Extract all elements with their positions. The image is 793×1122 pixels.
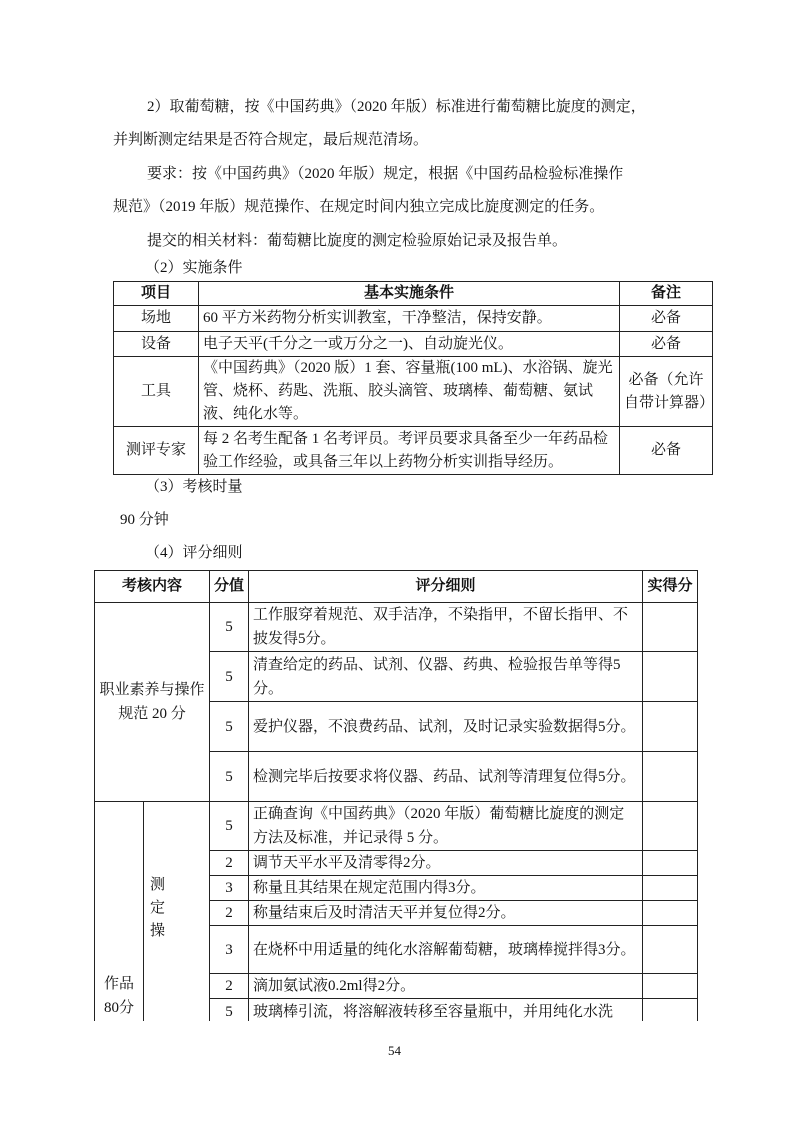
item-cell: 场地 bbox=[114, 306, 199, 332]
detail-cell: 检测完毕后按要求将仪器、药品、试剂等清理复位得5分。 bbox=[249, 752, 643, 802]
note-cell: 必备（允许自带计算器） bbox=[620, 357, 713, 427]
score-cell: 5 bbox=[210, 603, 249, 652]
table-row bbox=[95, 603, 698, 652]
item-cell: 测评专家 bbox=[114, 427, 199, 475]
detail-cell: 清查给定的药品、试剂、仪器、药典、检验报告单等得5分。 bbox=[249, 652, 643, 702]
detail-cell: 称量且其结果在规定范围内得3分。 bbox=[249, 876, 643, 901]
detail-cell: 正确查询《中国药典》（2020 年版）葡萄糖比旋度的测定方法及标准，并记录得 5 分。 bbox=[249, 802, 643, 851]
score-cell: 5 bbox=[210, 652, 249, 702]
header-cell: 评分细则 bbox=[249, 571, 643, 603]
score-cell: 2 bbox=[210, 851, 249, 876]
duration-text: 90 分钟 bbox=[120, 512, 169, 528]
condition-cell: 《中国药典》（2020 版）1 套、容量瓶(100 mL)、水浴锅、旋光管、烧杯、药匙、洗瓶、胶头滴管、玻璃棒、葡萄糖、氨试液、纯化水等。 bbox=[199, 357, 620, 427]
paragraph-line: 2）取葡萄糖，按《中国药典》（2020 年版）标准进行葡萄糖比旋度的测定， bbox=[147, 99, 646, 115]
group-cell: 作品 80分 bbox=[95, 802, 144, 1022]
header-cell: 分值 bbox=[210, 571, 249, 603]
header-cell: 实得分 bbox=[643, 571, 698, 603]
item-cell: 设备 bbox=[114, 332, 199, 357]
section-heading: （2）实施条件 bbox=[145, 260, 243, 276]
score-cell: 2 bbox=[210, 974, 249, 999]
group-cell: 职业素养与操作规范 20 分 bbox=[95, 603, 210, 802]
header-cell: 项目 bbox=[114, 282, 199, 306]
section-heading: （4）评分细则 bbox=[145, 545, 243, 561]
subgroup-cell: 测定操 bbox=[144, 802, 210, 1022]
earned-cell bbox=[643, 901, 698, 926]
detail-cell: 调节天平水平及清零得2分。 bbox=[249, 851, 643, 876]
condition-cell: 电子天平(千分之一或万分之一)、自动旋光仪。 bbox=[199, 332, 620, 357]
paragraph-line: 规范》（2019 年版）规范操作、在规定时间内独立完成比旋度测定的任务。 bbox=[113, 199, 605, 215]
earned-cell bbox=[643, 999, 698, 1022]
earned-cell bbox=[643, 851, 698, 876]
earned-cell bbox=[643, 603, 698, 652]
table-header-row bbox=[95, 571, 698, 603]
page-number: 54 bbox=[388, 1043, 401, 1058]
header-cell: 备注 bbox=[620, 282, 713, 306]
earned-cell bbox=[643, 702, 698, 752]
score-cell: 5 bbox=[210, 999, 249, 1022]
note-cell: 必备 bbox=[620, 306, 713, 332]
earned-cell bbox=[643, 974, 698, 999]
header-cell: 基本实施条件 bbox=[199, 282, 620, 306]
paragraph-line: 要求：按《中国药典》（2020 年版）规定，根据《中国药品检验标准操作 bbox=[147, 166, 624, 182]
note-cell: 必备 bbox=[620, 427, 713, 475]
score-cell: 3 bbox=[210, 876, 249, 901]
earned-cell bbox=[643, 926, 698, 974]
detail-cell: 爱护仪器，不浪费药品、试剂，及时记录实验数据得5分。 bbox=[249, 702, 643, 752]
table-row bbox=[95, 802, 698, 851]
earned-cell bbox=[643, 652, 698, 702]
item-cell: 工具 bbox=[114, 357, 199, 427]
detail-cell: 玻璃棒引流，将溶解液转移至容量瓶中，并用纯化水洗 bbox=[249, 999, 643, 1022]
scoring-table bbox=[94, 570, 698, 1021]
detail-cell: 滴加氨试液0.2ml得2分。 bbox=[249, 974, 643, 999]
earned-cell bbox=[643, 876, 698, 901]
score-cell: 5 bbox=[210, 752, 249, 802]
detail-cell: 称量结束后及时清洁天平并复位得2分。 bbox=[249, 901, 643, 926]
detail-cell: 在烧杯中用适量的纯化水溶解葡萄糖，玻璃棒搅拌得3分。 bbox=[249, 926, 643, 974]
paragraph-line: 并判断测定结果是否符合规定，最后规范清场。 bbox=[113, 132, 429, 148]
paragraph-line: 提交的相关材料：葡萄糖比旋度的测定检验原始记录及报告单。 bbox=[147, 233, 568, 249]
header-cell: 考核内容 bbox=[95, 571, 210, 603]
condition-cell: 60 平方米药物分析实训教室，干净整洁，保持安静。 bbox=[199, 306, 620, 332]
earned-cell bbox=[643, 752, 698, 802]
score-cell: 3 bbox=[210, 926, 249, 974]
section-heading: （3）考核时量 bbox=[145, 479, 243, 495]
condition-cell: 每 2 名考生配备 1 名考评员。考评员要求具备至少一年药品检验工作经验，或具备三年以上药物分析实训指导经历。 bbox=[199, 427, 620, 475]
score-cell: 5 bbox=[210, 702, 249, 752]
score-cell: 5 bbox=[210, 802, 249, 851]
note-cell: 必备 bbox=[620, 332, 713, 357]
score-cell: 2 bbox=[210, 901, 249, 926]
detail-cell: 工作服穿着规范、双手洁净，不染指甲，不留长指甲、不披发得5分。 bbox=[249, 603, 643, 652]
earned-cell bbox=[643, 802, 698, 851]
